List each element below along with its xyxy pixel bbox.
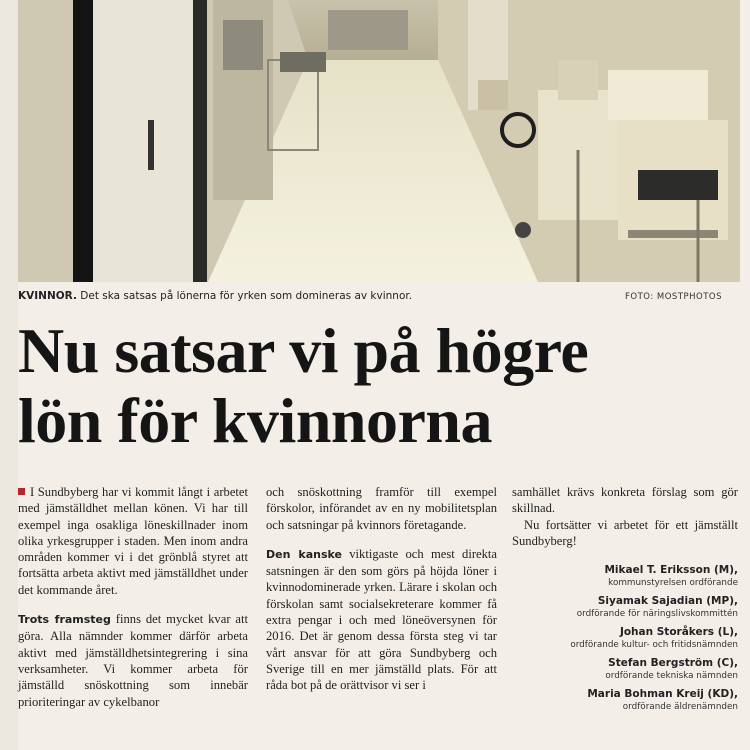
headline-line-2: lön för kvinnorna bbox=[18, 385, 492, 456]
signature-name: Mikael T. Eriksson (M), bbox=[604, 564, 738, 577]
signatures bbox=[512, 563, 738, 713]
paragraph-lead: Den kanske bbox=[266, 547, 342, 561]
signature-name: Siyamak Sajadian (MP), bbox=[597, 595, 738, 608]
headline bbox=[18, 316, 748, 456]
article-column-1 bbox=[18, 484, 248, 723]
paragraph: och snöskottning framför till exempel förskolor, införandet av en ny mobilitetsplan och satsningar på kvinnors företagande. bbox=[266, 485, 497, 532]
paragraph: Nu fortsätter vi arbetet för ett jämställt Sundbyberg! bbox=[512, 517, 738, 548]
photo-illustration bbox=[18, 0, 740, 282]
signature-name: Stefan Bergström (C), bbox=[608, 657, 738, 670]
signature-role: ordförande tekniska nämnden bbox=[605, 671, 738, 682]
caption-keyword: KVINNOR. bbox=[18, 290, 77, 302]
paragraph-lead: Trots framsteg bbox=[18, 613, 111, 627]
bullet-square-icon bbox=[18, 488, 25, 495]
signature-name: Johan Storåkers (L), bbox=[619, 626, 738, 639]
photo-credit: FOTO: MOSTPHOTOS bbox=[625, 292, 722, 302]
headline-line-1: Nu satsar vi på högre bbox=[18, 315, 589, 386]
article-column-3 bbox=[512, 484, 738, 713]
page-edge bbox=[0, 0, 18, 750]
paragraph bbox=[18, 484, 248, 598]
paragraph-text: finns det mycket kvar att göra. Alla nämnder kommer därför arbeta aktivt med jämställdhetsintegrering i sina verksamheter. Vi kommer arbeta för jämställd snöskottning som innebär prioriteringar av cykelbanor bbox=[18, 612, 248, 709]
article-column-2 bbox=[266, 484, 497, 707]
paragraph bbox=[18, 611, 248, 710]
signature-role: ordförande för näringslivskommittén bbox=[576, 609, 738, 620]
signature-role: ordförande äldrenämnden bbox=[622, 702, 738, 713]
paragraph-text: viktigaste och mest direkta satsningen är den som görs på höjda löner i kvinnodominerade yrken. Lärare i skolan och förskolan samt socialsekreterare kommer få extra pengar i och med löneöversynen för 2016. Det är genom dessa första steg vi tar vårt ansvar för att göra Sundbyberg och Sverige till en mer jämställd plats. För att råda bot på de orättvisor vi ser i bbox=[266, 546, 497, 693]
paragraph bbox=[266, 546, 497, 694]
caption-text: Det ska satsas på lönerna för yrken som domineras av kvinnor. bbox=[76, 290, 413, 302]
paragraph: samhället krävs konkreta förslag som gör skillnad. bbox=[512, 485, 738, 516]
signature-name: Maria Bohman Kreij (KD), bbox=[587, 688, 738, 701]
signature-role: ordförande kultur- och fritidsnämnden bbox=[570, 640, 738, 651]
signature-role: kommunstyrelsen ordförande bbox=[608, 578, 738, 589]
paragraph-text: I Sundbyberg har vi kommit långt i arbetet med jämställdhet mellan könen. Vi har till exempel inga osakliga löneskillnader inom olika yrkesgrupper i staden. Men inom andra områden kommer vi i det grönblå styret att fortsätta arbeta aktivt med jämställdhet under det kommande året. bbox=[18, 485, 248, 597]
hospital-corridor-photo bbox=[18, 0, 740, 282]
